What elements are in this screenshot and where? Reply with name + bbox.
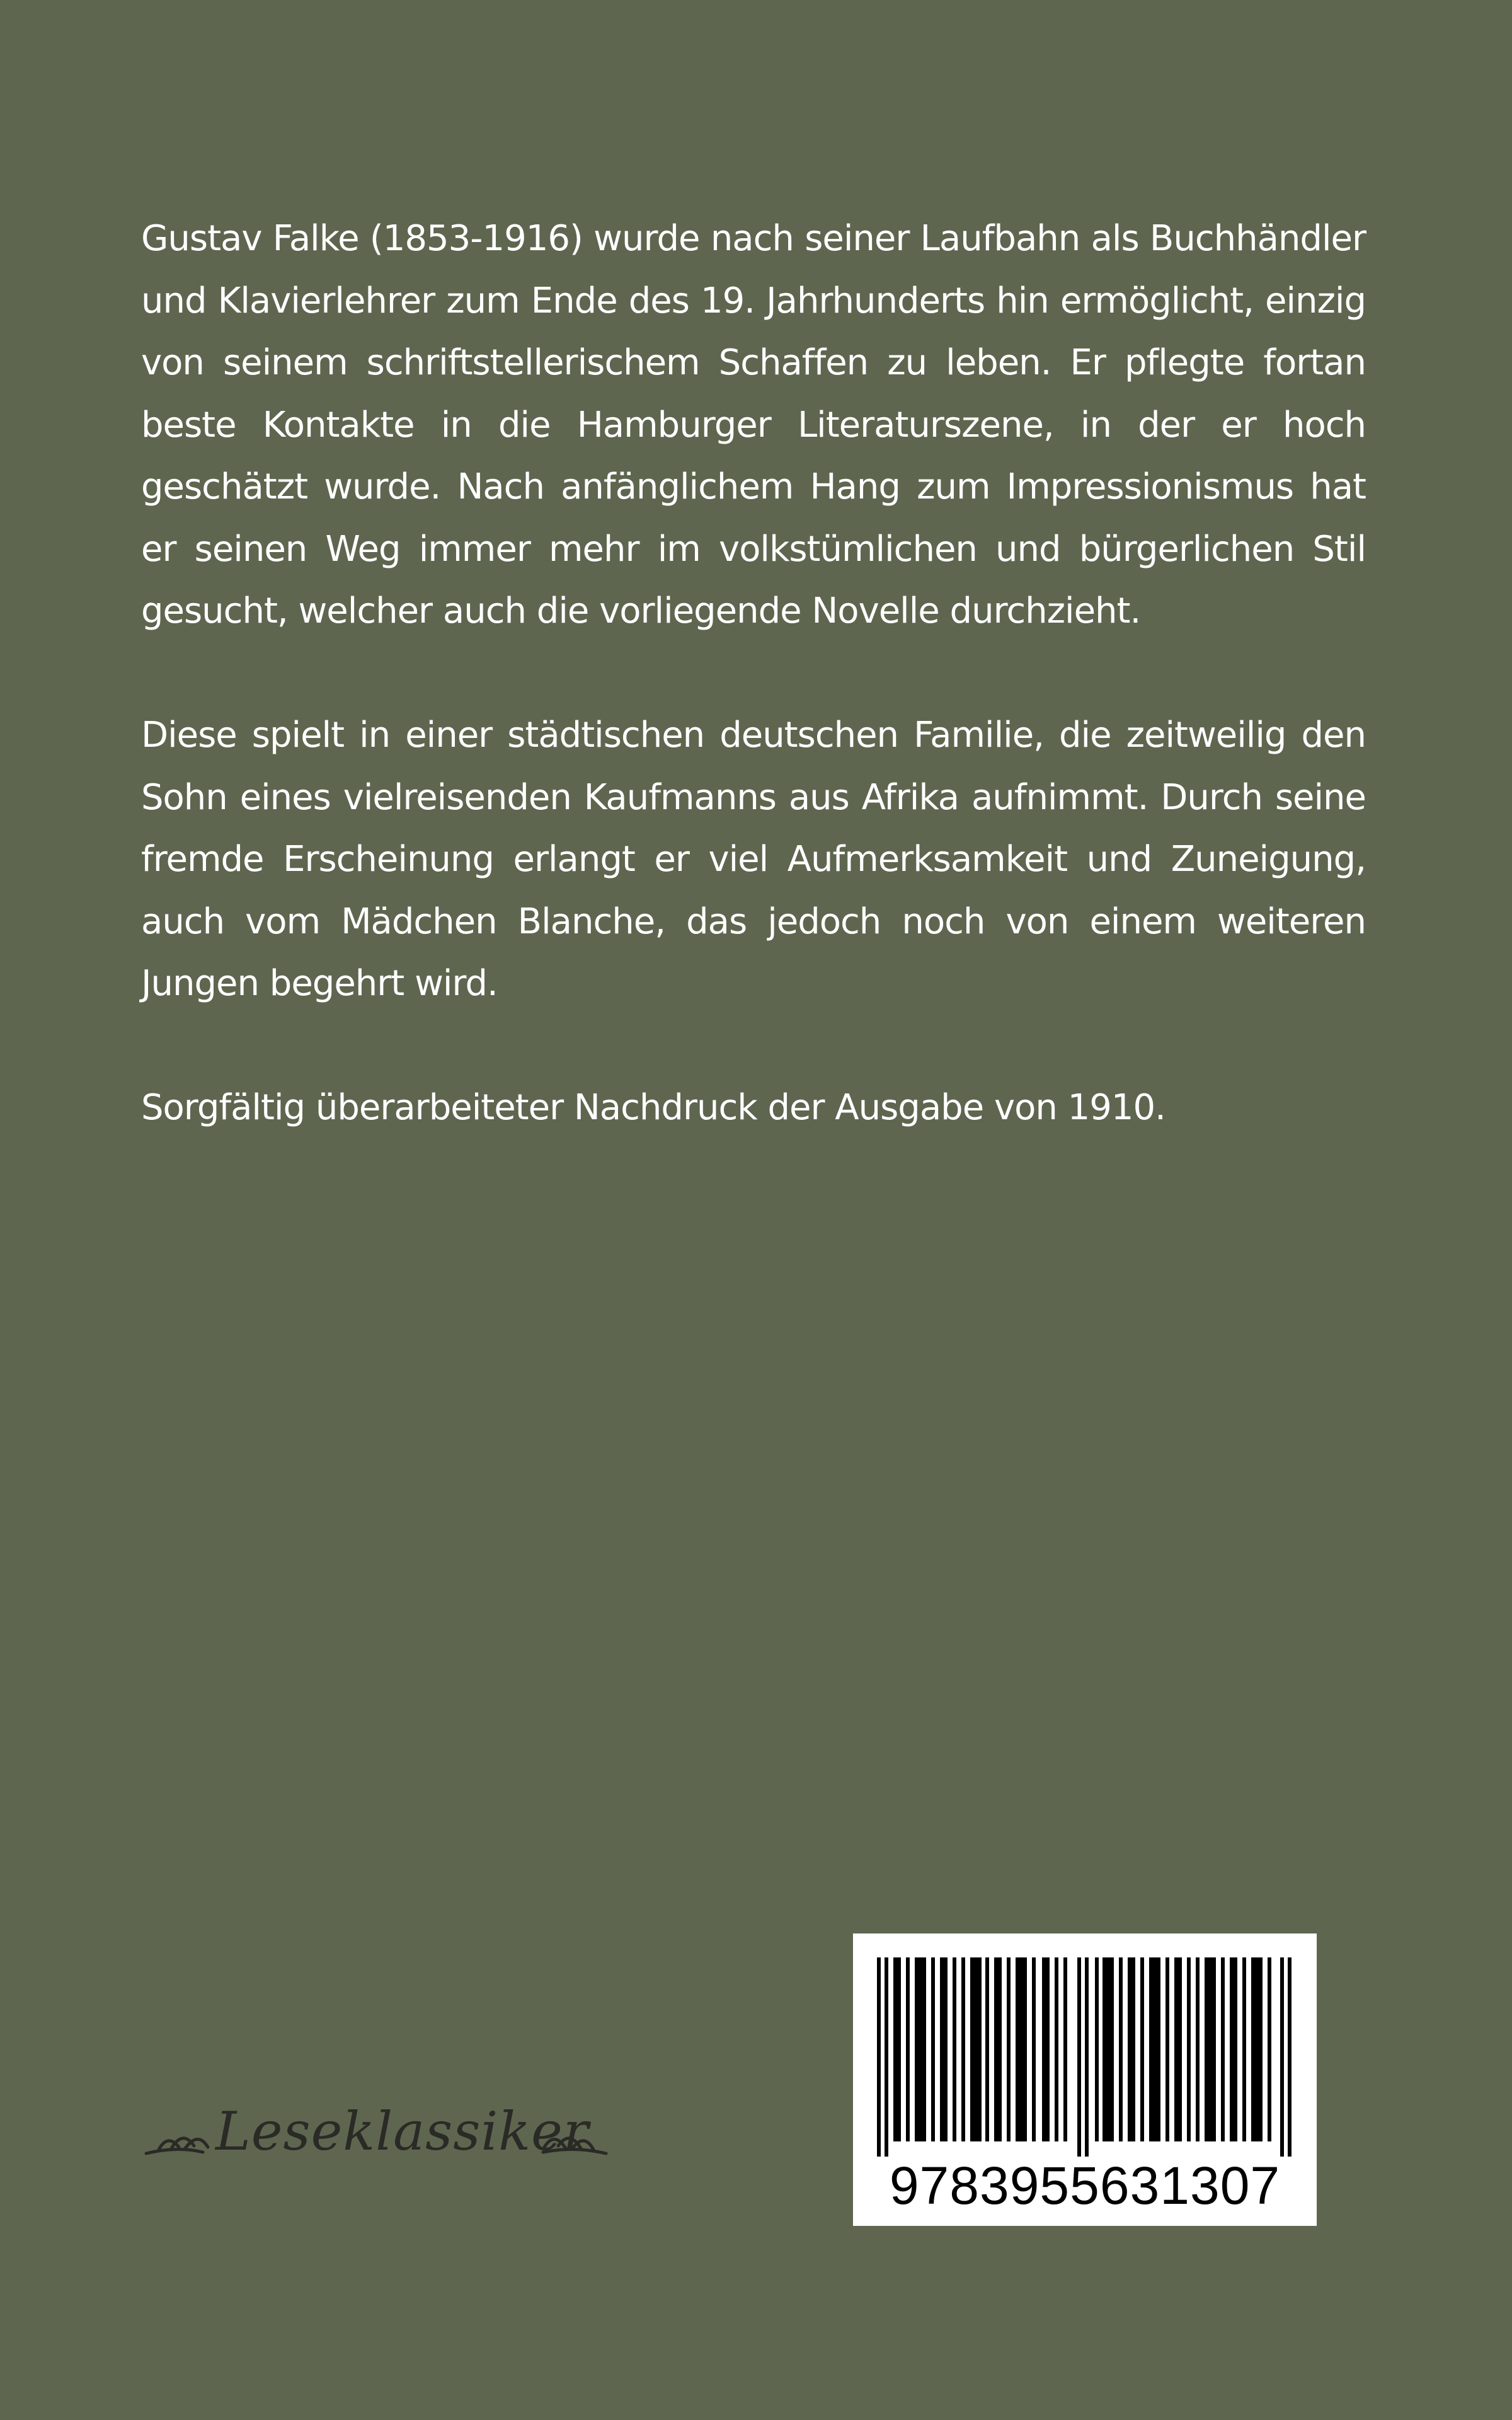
publisher-name: Leseklassiker (215, 2100, 590, 2162)
barcode-bars-icon (877, 1957, 1293, 2157)
blurb-paragraph-author: Gustav Falke (1853-1916) wurde nach seiner Laufbahn als Buchhändler und Klavierlehrer zum Ende des 19. Jahrhunderts hin ermöglicht, einzig von seinem schriftstellerischem Schaffen zu leben. Er pflegte fortan beste Kontakte in die Hamburger Literaturszene, in der er hoch geschätzt wurde. Nach anfänglichem Hang zum Impressionismus hat er seinen Weg immer mehr im volkstümlichen und bürgerlichen Stil gesucht, welcher auch die vorliegende Novelle durchzieht. (141, 218, 1366, 631)
publisher-logo (140, 2089, 619, 2190)
blurb-text (141, 208, 1366, 1201)
barcode (853, 1933, 1317, 2226)
blurb-paragraph-edition-note: Sorgfältig überarbeiteter Nachdruck der Ausgabe von 1910. (141, 1087, 1166, 1128)
blurb-paragraph-plot: Diese spielt in einer städtischen deutschen Familie, die zeitweilig den Sohn eines vielreisenden Kaufmanns aus Afrika aufnimmt. Durch seine fremde Erscheinung erlangt er viel Aufmerksamkeit und Zuneigung, auch vom Mädchen Blanche, das jedoch noch von einem weiteren Jungen begehrt wird. (141, 715, 1366, 1004)
isbn-number: 9783955631307 (889, 2156, 1281, 2215)
